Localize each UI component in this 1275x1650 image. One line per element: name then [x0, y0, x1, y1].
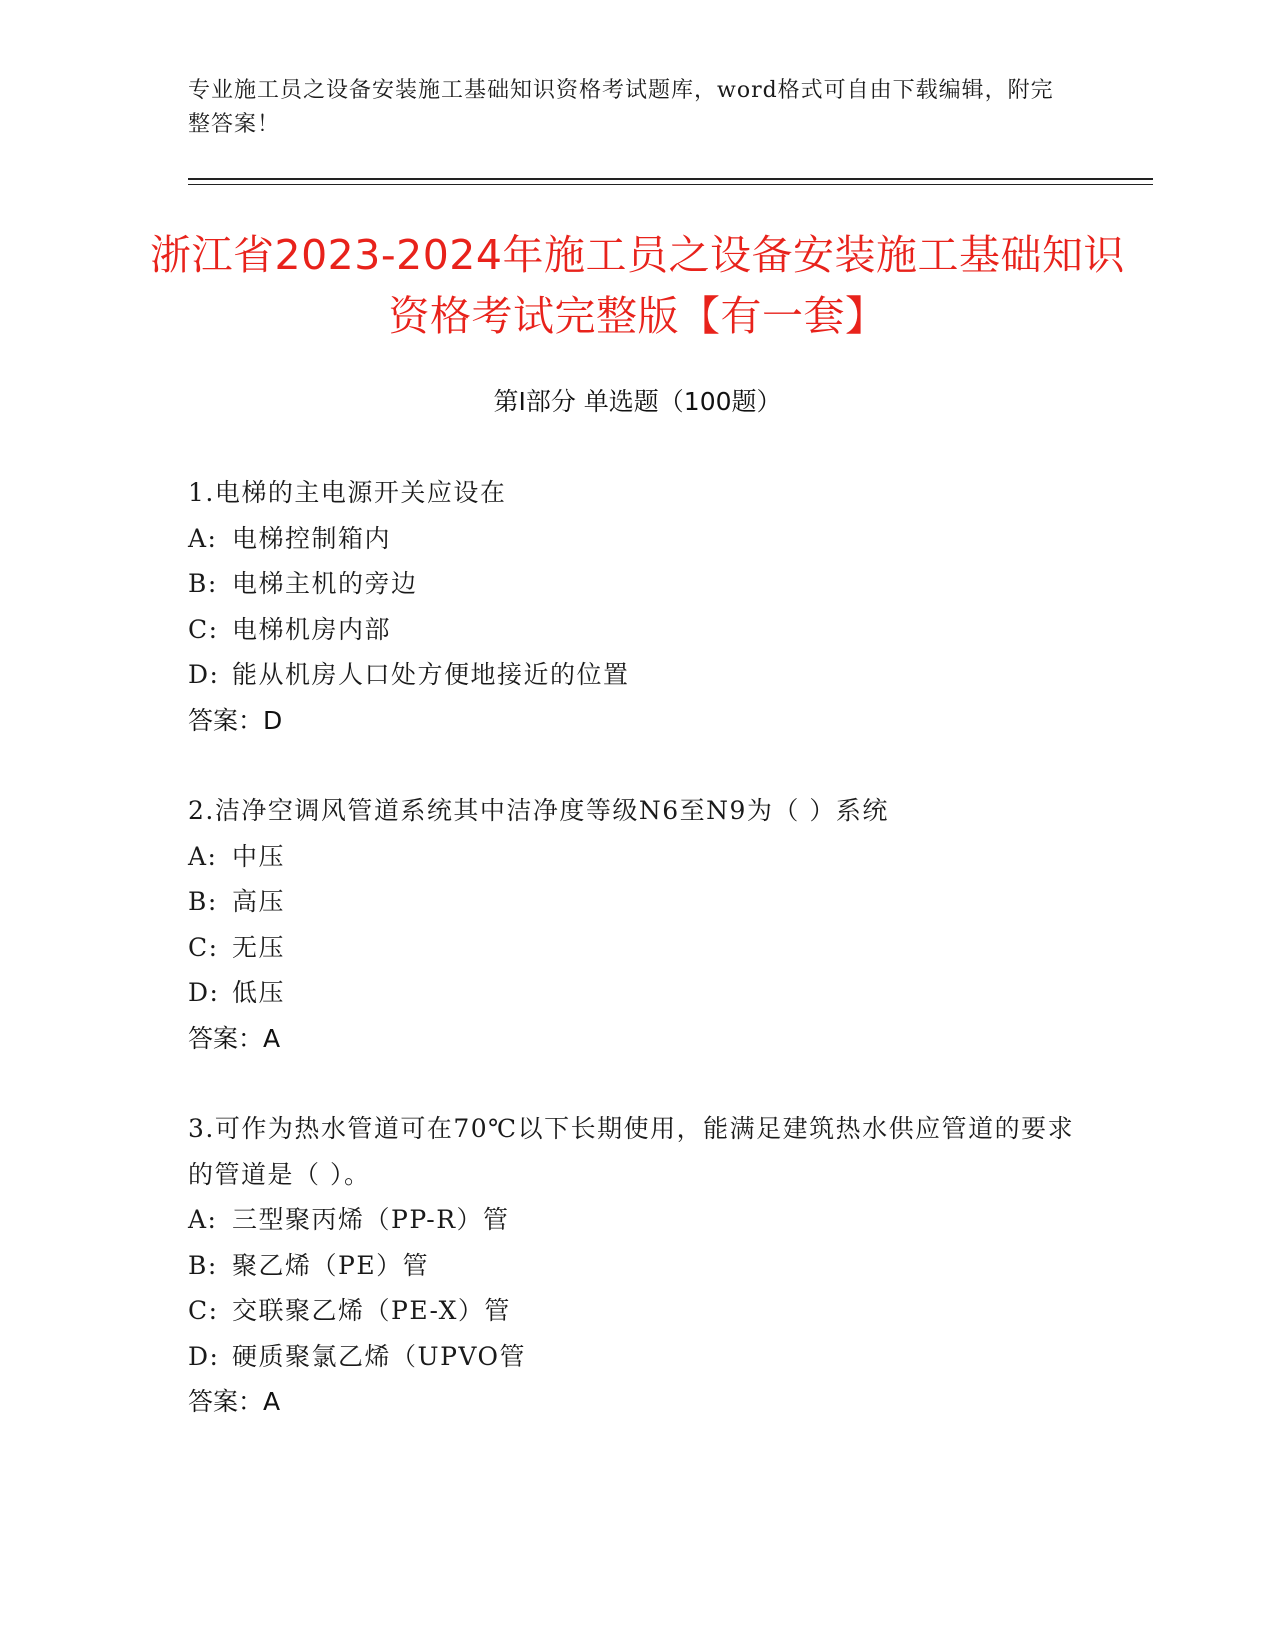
- option-text: 高压: [232, 887, 286, 916]
- option-a: [188, 516, 1088, 562]
- option-a: [188, 1197, 1088, 1243]
- answer: 答案：D: [188, 705, 283, 735]
- option-d: [188, 652, 1088, 698]
- option-d: [188, 970, 1088, 1016]
- option-text: 中压: [232, 841, 286, 871]
- question-3: [188, 1106, 1088, 1425]
- option-letter: B:: [188, 887, 218, 916]
- document-title: 浙江省2023-2024年施工员之设备安装施工基础知识资格考试完整版【有一套】: [150, 231, 1125, 340]
- option-text: 聚乙烯（PE）管: [232, 1250, 430, 1280]
- section-heading: 第I部分 单选题（100题）: [493, 387, 782, 416]
- option-letter: B:: [188, 1250, 218, 1280]
- answer: 答案：A: [188, 1023, 281, 1053]
- option-c: [188, 925, 1088, 971]
- option-text: 硬质聚氯乙烯（UPVO管: [232, 1341, 527, 1371]
- question-text: 1.电梯的主电源开关应设在: [188, 478, 507, 507]
- question-1: [188, 470, 1088, 743]
- option-letter: A:: [188, 1205, 218, 1234]
- question-2: [188, 788, 1088, 1061]
- option-text: 能从机房人口处方便地接近的位置: [232, 660, 630, 689]
- option-letter: A:: [188, 841, 218, 871]
- option-c: [188, 1288, 1088, 1334]
- option-letter: B:: [188, 569, 218, 598]
- option-b: [188, 561, 1088, 607]
- option-letter: C:: [188, 932, 219, 962]
- question-text: 2.洁净空调风管道系统其中洁净度等级N6至N9为（ ）系统: [188, 796, 889, 825]
- header-divider-thick: [188, 178, 1153, 180]
- option-letter: A:: [188, 523, 218, 553]
- option-letter: C:: [188, 614, 219, 644]
- option-text: 电梯机房内部: [232, 614, 392, 644]
- option-a: [188, 834, 1088, 880]
- option-c: [188, 607, 1088, 653]
- option-text: 电梯控制箱内: [232, 523, 392, 553]
- option-b: [188, 1243, 1088, 1289]
- option-letter: D:: [188, 1341, 220, 1371]
- option-text: 电梯主机的旁边: [232, 569, 418, 598]
- option-text: 三型聚丙烯（PP-R）管: [232, 1205, 510, 1234]
- option-letter: D:: [188, 978, 220, 1007]
- option-text: 低压: [232, 978, 286, 1007]
- question-text: 3.可作为热水管道可在70℃以下长期使用，能满足建筑热水供应管道的要求的管道是（ ）。: [188, 1114, 1075, 1189]
- question-list: [188, 470, 1088, 1470]
- option-b: [188, 879, 1088, 925]
- option-d: [188, 1334, 1088, 1380]
- header-divider-thin: [188, 184, 1153, 185]
- header-note: 专业施工员之设备安装施工基础知识资格考试题库，word格式可自由下载编辑，附完整答案！: [188, 78, 1054, 137]
- option-text: 无压: [232, 932, 286, 962]
- option-letter: C:: [188, 1296, 219, 1325]
- option-text: 交联聚乙烯（PE-X）管: [232, 1296, 511, 1325]
- answer: 答案：A: [188, 1387, 281, 1416]
- option-letter: D:: [188, 660, 220, 689]
